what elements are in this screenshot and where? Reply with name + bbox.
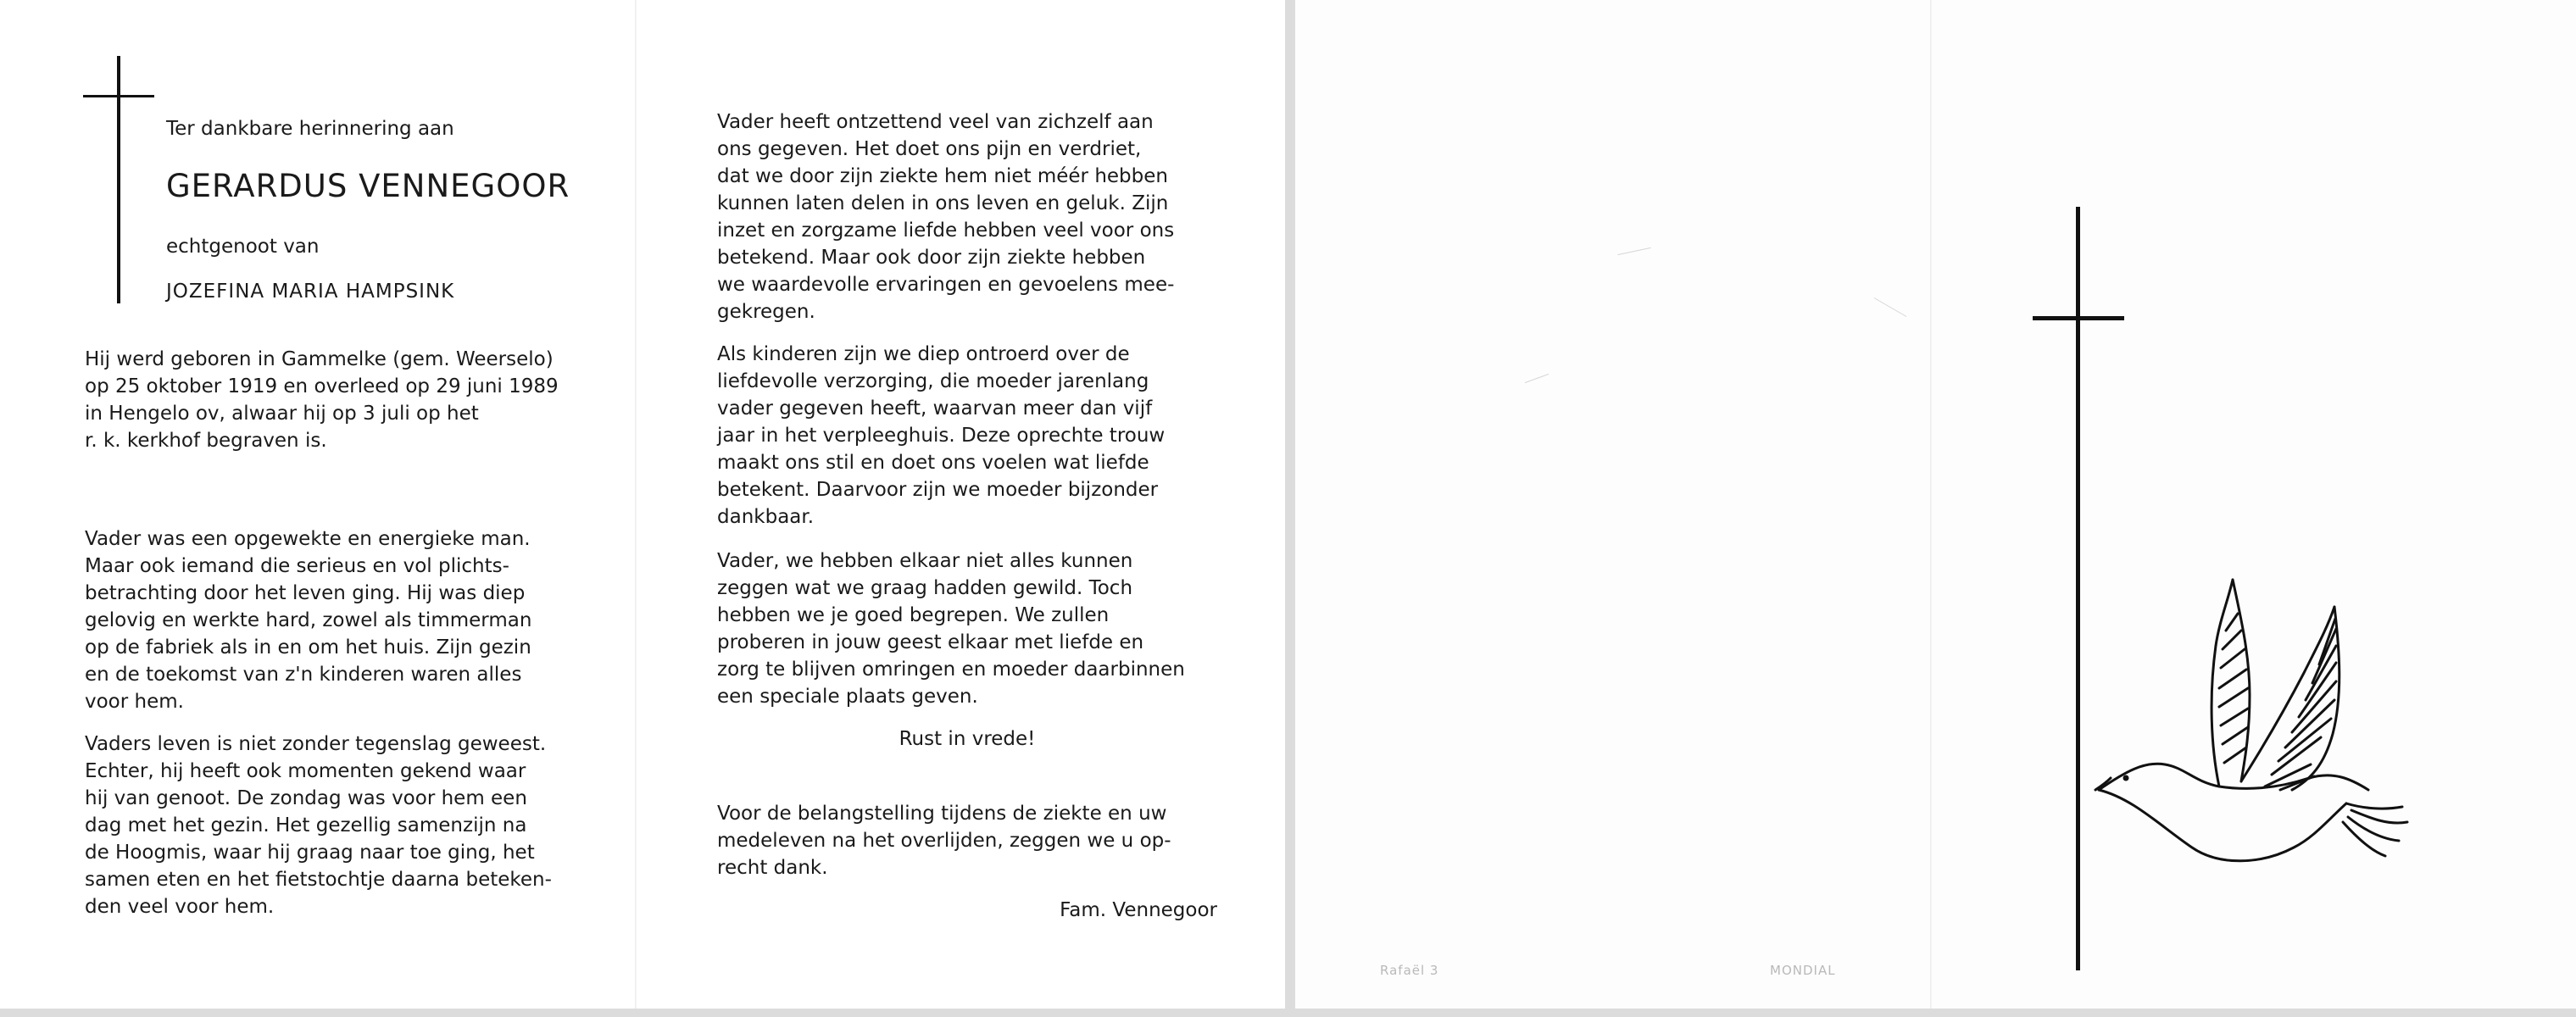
text-line: betrachting door het leven ging. Hij was diep	[85, 582, 526, 604]
text-line: dag met het gezin. Het gezellig samenzijn na	[85, 814, 527, 836]
text-line: betekend. Maar ook door zijn ziekte hebben	[717, 247, 1146, 269]
paper-speck	[1617, 247, 1650, 255]
text-line: vader gegeven heeft, waarvan meer dan vijf	[717, 397, 1153, 420]
text-line: betekent. Daarvoor zijn we moeder bijzonder	[717, 479, 1159, 501]
text-line: Vaders leven is niet zonder tegenslag geweest.	[85, 733, 547, 755]
text-line: Vader, we hebben elkaar niet alles kunnen	[717, 550, 1133, 572]
text-line: liefdevolle verzorging, die moeder jarenlang	[717, 370, 1149, 392]
text-line: kunnen laten delen in ons leven en geluk. Zijn	[717, 192, 1169, 214]
text-line: zeggen wat we graag hadden gewild. Toch	[717, 577, 1133, 599]
text-line: recht dank.	[717, 857, 828, 879]
text-line: jaar in het verpleeghuis. Deze oprechte trouw	[717, 425, 1166, 447]
card-inner-spread	[0, 0, 1285, 1009]
tribute-paragraph-1	[717, 108, 1217, 325]
fold-line	[635, 0, 637, 1009]
spouse-name: JOZEFINA MARIA HAMPSINK	[166, 281, 455, 303]
text-line: Vader was een opgewekte en energieke man.	[85, 528, 531, 550]
tribute-paragraph-3	[717, 547, 1217, 710]
text-line: hij van genoot. De zondag was voor hem een	[85, 787, 527, 809]
tribute-paragraph-2	[717, 341, 1217, 531]
card-cover-spread	[1295, 0, 2576, 1009]
text-line: Vader heeft ontzettend veel van zichzelf aan	[717, 111, 1154, 133]
dove-icon	[2092, 568, 2414, 873]
text-line: op de fabriek als in en om het huis. Zijn gezin	[85, 636, 531, 659]
imprint-publisher: MONDIAL	[1770, 963, 1836, 978]
text-line: zorg te blijven omringen en moeder daarbinnen	[717, 659, 1185, 681]
text-line: maakt ons stil en doet ons voelen wat liefde	[717, 452, 1149, 474]
text-line: ons gegeven. Het doet ons pijn en verdriet,	[717, 138, 1142, 160]
text-line: in Hengelo ov, alwaar hij op 3 juli op het	[85, 403, 479, 425]
birth-paragraph	[85, 346, 583, 454]
intro-text: Ter dankbare herinnering aan	[166, 118, 454, 140]
text-line: Hij werd geboren in Gammelke (gem. Weerselo)	[85, 348, 554, 370]
text-line: voor hem.	[85, 691, 184, 713]
text-line: Voor de belangstelling tijdens de ziekte en uw	[717, 803, 1167, 825]
text-line: gelovig en werkte hard, zowel als timmerman	[85, 609, 532, 631]
text-line: op 25 oktober 1919 en overleed op 29 juni 1989	[85, 375, 559, 397]
text-line: gekregen.	[717, 301, 815, 323]
text-line: r. k. kerkhof begraven is.	[85, 430, 327, 452]
rest-in-peace: Rust in vrede!	[899, 728, 1036, 750]
paper-speck	[1525, 374, 1549, 383]
text-line: de Hoogmis, waar hij graag naar toe ging, het	[85, 842, 535, 864]
text-line: dat we door zijn ziekte hem niet méér hebben	[717, 165, 1168, 187]
text-line: Echter, hij heeft ook momenten gekend waar	[85, 760, 526, 782]
text-line: dankbaar.	[717, 506, 815, 528]
text-line: den veel voor hem.	[85, 896, 275, 918]
text-line: medeleven na het overlijden, zeggen we u op-	[717, 830, 1171, 852]
text-line: hebben we je goed begrepen. We zullen	[717, 604, 1110, 626]
text-line: en de toekomst van z'n kinderen waren alles	[85, 664, 522, 686]
imprint-design: Rafaël 3	[1380, 963, 1439, 978]
bio-paragraph-1	[85, 525, 583, 715]
deceased-name: GERARDUS VENNEGOOR	[166, 168, 570, 204]
family-signature: Fam. Vennegoor	[1060, 899, 1217, 921]
text-line: Als kinderen zijn we diep ontroerd over de	[717, 343, 1130, 365]
text-line: een speciale plaats geven.	[717, 686, 978, 708]
fold-line	[1930, 0, 1932, 1009]
text-line: Maar ook iemand die serieus en vol plichts-	[85, 555, 509, 577]
paper-speck	[1874, 297, 1907, 317]
thanks-paragraph	[717, 800, 1217, 881]
spouse-label: echtgenoot van	[166, 236, 320, 258]
text-line: proberen in jouw geest elkaar met liefde en	[717, 631, 1144, 653]
text-line: inzet en zorgzame liefde hebben veel voor ons	[717, 220, 1175, 242]
text-line: we waardevolle ervaringen en gevoelens mee-	[717, 274, 1175, 296]
bio-paragraph-2	[85, 731, 583, 920]
text-line: samen eten en het fietstochtje daarna beteken-	[85, 869, 552, 891]
